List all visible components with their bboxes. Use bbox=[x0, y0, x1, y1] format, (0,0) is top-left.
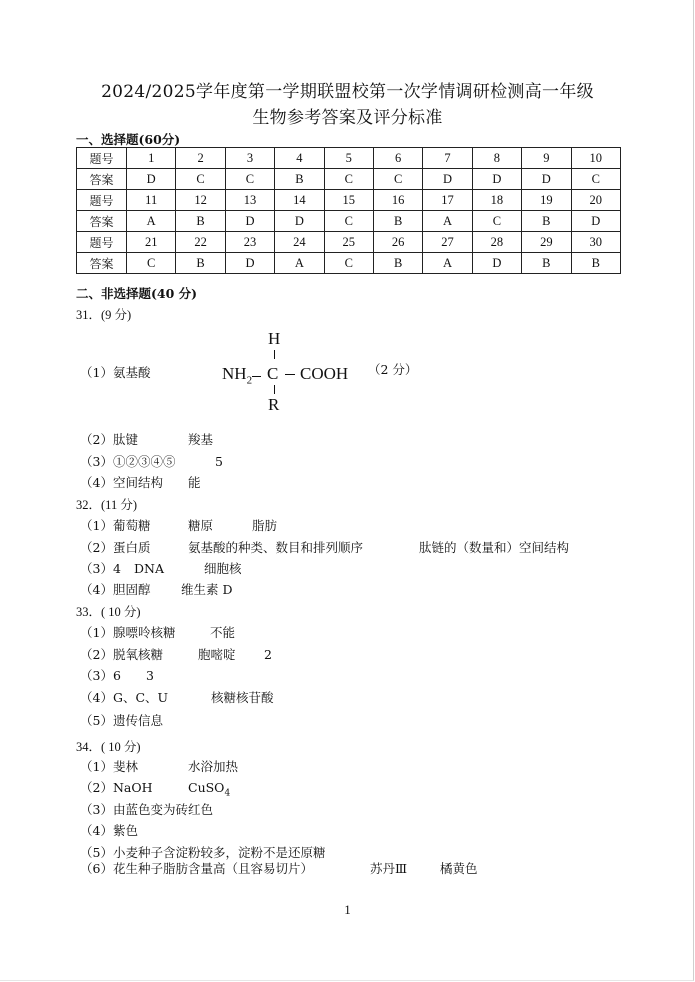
question-cell: 7 bbox=[423, 148, 472, 169]
question-row-label: 题号 bbox=[77, 232, 127, 253]
answer-cell: C bbox=[324, 253, 373, 274]
answer-cell: C bbox=[324, 169, 373, 190]
answer-cell: B bbox=[522, 253, 571, 274]
answer-row bbox=[77, 253, 621, 274]
question-cell: 3 bbox=[225, 148, 274, 169]
q32-part1: （1）葡萄糖 糖原 脂肪 bbox=[80, 518, 278, 533]
answer-cell: B bbox=[176, 253, 225, 274]
answer-cell: B bbox=[522, 211, 571, 232]
formula-bond-right bbox=[285, 374, 295, 375]
q31-part4: （4）空间结构 能 bbox=[80, 475, 201, 490]
q34-part4: （4）紫色 bbox=[80, 823, 138, 838]
question-cell: 19 bbox=[522, 190, 571, 211]
q33-part1: （1）腺嘌呤核糖 不能 bbox=[80, 625, 236, 640]
q33-header: 33．( 10 分) bbox=[76, 605, 141, 619]
question-row bbox=[77, 232, 621, 253]
answer-row-label: 答案 bbox=[77, 211, 127, 232]
formula-c: C bbox=[267, 364, 279, 383]
question-cell: 21 bbox=[127, 232, 176, 253]
question-cell: 14 bbox=[275, 190, 324, 211]
answer-table bbox=[76, 147, 621, 274]
question-cell: 25 bbox=[324, 232, 373, 253]
question-row bbox=[77, 148, 621, 169]
section-choice-heading: 一、选择题(60分) bbox=[76, 132, 181, 147]
answer-cell: A bbox=[423, 253, 472, 274]
q31-part2: （2）肽键 羧基 bbox=[80, 432, 214, 447]
question-cell: 17 bbox=[423, 190, 472, 211]
answer-cell: C bbox=[176, 169, 225, 190]
question-cell: 6 bbox=[373, 148, 422, 169]
question-row bbox=[77, 190, 621, 211]
answer-cell: D bbox=[522, 169, 571, 190]
answer-cell: D bbox=[127, 169, 176, 190]
answer-cell: A bbox=[275, 253, 324, 274]
answer-cell: B bbox=[176, 211, 225, 232]
q31-part3: （3）①②③④⑤ 5 bbox=[80, 454, 223, 469]
answer-cell: C bbox=[225, 169, 274, 190]
question-cell: 16 bbox=[373, 190, 422, 211]
answer-row bbox=[77, 169, 621, 190]
question-cell: 8 bbox=[472, 148, 521, 169]
question-cell: 29 bbox=[522, 232, 571, 253]
answer-cell: D bbox=[225, 211, 274, 232]
question-cell: 13 bbox=[225, 190, 274, 211]
question-cell: 26 bbox=[373, 232, 422, 253]
answer-cell: B bbox=[373, 253, 422, 274]
formula-r: R bbox=[268, 395, 280, 414]
answer-cell: C bbox=[324, 211, 373, 232]
q32-header: 32．(11 分) bbox=[76, 498, 137, 512]
q34-part5: （5）小麦种子含淀粉较多，淀粉不是还原糖 bbox=[80, 845, 326, 860]
answer-cell: D bbox=[225, 253, 274, 274]
answer-cell: D bbox=[472, 253, 521, 274]
question-cell: 4 bbox=[275, 148, 324, 169]
question-cell: 23 bbox=[225, 232, 274, 253]
q33-part5: （5）遗传信息 bbox=[80, 713, 163, 728]
doc-subtitle: 生物参考答案及评分标准 bbox=[252, 108, 443, 128]
question-cell: 18 bbox=[472, 190, 521, 211]
answer-cell: A bbox=[423, 211, 472, 232]
question-cell: 2 bbox=[176, 148, 225, 169]
question-cell: 15 bbox=[324, 190, 373, 211]
formula-bond-left bbox=[252, 376, 261, 377]
question-cell: 5 bbox=[324, 148, 373, 169]
q34-part1: （1）斐林 水浴加热 bbox=[80, 759, 239, 774]
answer-cell: D bbox=[275, 211, 324, 232]
question-cell: 20 bbox=[571, 190, 620, 211]
question-cell: 24 bbox=[275, 232, 324, 253]
question-cell: 28 bbox=[472, 232, 521, 253]
answer-row-label: 答案 bbox=[77, 253, 127, 274]
page-number: 1 bbox=[344, 902, 351, 917]
q34-part3: （3）由蓝色变为砖红色 bbox=[80, 802, 213, 817]
answer-cell: A bbox=[127, 211, 176, 232]
q32-part3: （3）4 DNA 细胞核 bbox=[80, 561, 242, 576]
answer-cell: C bbox=[571, 169, 620, 190]
question-cell: 11 bbox=[127, 190, 176, 211]
q33-part4: （4）G、C、U 核糖核苷酸 bbox=[80, 690, 274, 705]
q31-part1-label: （1）氨基酸 bbox=[80, 365, 151, 380]
formula-bond-bottom bbox=[274, 385, 275, 394]
formula-bond-top bbox=[274, 350, 275, 359]
answer-cell: C bbox=[472, 211, 521, 232]
doc-title: 2024/2025学年度第一学期联盟校第一次学情调研检测高一年级 bbox=[101, 82, 594, 102]
formula-nh2: $NH_2$ bbox=[222, 364, 253, 387]
question-cell: 12 bbox=[176, 190, 225, 211]
question-row-label: 题号 bbox=[77, 148, 127, 169]
question-cell: 30 bbox=[571, 232, 620, 253]
answer-cell: C bbox=[373, 169, 422, 190]
answer-cell: D bbox=[472, 169, 521, 190]
answer-row bbox=[77, 211, 621, 232]
answer-cell: B bbox=[373, 211, 422, 232]
answer-row-label: 答案 bbox=[77, 169, 127, 190]
formula-h: H bbox=[268, 329, 281, 348]
answer-cell: B bbox=[275, 169, 324, 190]
question-cell: 22 bbox=[176, 232, 225, 253]
answer-cell: B bbox=[571, 253, 620, 274]
question-cell: 10 bbox=[571, 148, 620, 169]
answer-cell: C bbox=[127, 253, 176, 274]
q31-part1-score: （2 分） bbox=[368, 362, 418, 377]
q33-part3: （3）6 3 bbox=[80, 668, 154, 683]
q33-part2: （2）脱氧核糖 胞嘧啶 2 bbox=[80, 647, 272, 662]
answer-cell: D bbox=[571, 211, 620, 232]
q34-part6: （6）花生种子脂肪含量高（且容易切片） 苏丹Ⅲ 橘黄色 bbox=[80, 861, 478, 876]
q34-part2: （2）NaOH CuSO$_4$ bbox=[80, 780, 231, 799]
q31-header: 31．(9 分) bbox=[76, 308, 132, 322]
answer-cell: D bbox=[423, 169, 472, 190]
question-cell: 27 bbox=[423, 232, 472, 253]
question-cell: 1 bbox=[127, 148, 176, 169]
q32-part2: （2）蛋白质 氨基酸的种类、数目和排列顺序 肽链的（数量和）空间结构 bbox=[80, 540, 570, 555]
section-nonchoice-heading: 二、非选择题(40 分) bbox=[76, 286, 198, 301]
formula-cooh: COOH bbox=[300, 364, 349, 383]
q34-header: 34．( 10 分) bbox=[76, 740, 141, 754]
question-cell: 9 bbox=[522, 148, 571, 169]
q32-part4: （4）胆固醇 维生素 D bbox=[80, 582, 233, 597]
question-row-label: 题号 bbox=[77, 190, 127, 211]
